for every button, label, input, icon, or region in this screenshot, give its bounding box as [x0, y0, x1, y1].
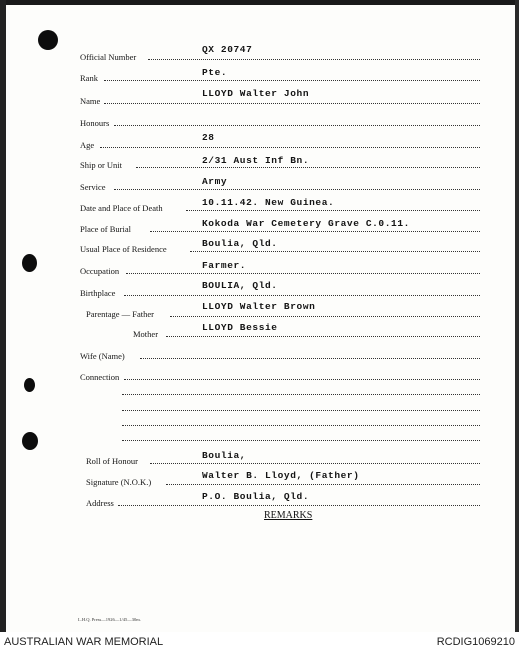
archive-footer: [0, 632, 519, 653]
dots-signature: [166, 484, 480, 485]
scan-edge-right: [515, 0, 519, 632]
label-address: Address: [86, 498, 114, 508]
dots-connection: [124, 379, 480, 380]
value-usual-residence: Boulia, Qld.: [202, 238, 278, 249]
label-service: Service: [80, 182, 106, 192]
dots-usual-residence: [190, 251, 480, 252]
remarks-heading: REMARKS: [264, 510, 313, 521]
footer-record-id: RCDIG1069210: [436, 636, 515, 648]
dots-place-burial: [150, 231, 480, 232]
label-official-number: Official Number: [80, 52, 137, 62]
value-date-place-death: 10.11.42. New Guinea.: [202, 197, 335, 208]
scan-edge-top: [0, 0, 519, 5]
label-usual-residence: Usual Place of Residence: [80, 244, 167, 254]
dots-wife: [140, 358, 480, 359]
scan-edge-left: [0, 0, 6, 632]
value-place-burial: Kokoda War Cemetery Grave C.0.11.: [202, 218, 410, 229]
punch-hole-2: [22, 254, 37, 272]
dots-name: [104, 103, 480, 104]
value-official-number: QX 20747: [202, 44, 253, 55]
value-age: 28: [202, 132, 215, 143]
label-signature: Signature (N.O.K.): [86, 477, 152, 487]
value-rank: Pte.: [202, 67, 228, 78]
value-roll-of-honour: Boulia,: [202, 450, 247, 461]
value-father: LLOYD Walter Brown: [202, 301, 316, 312]
label-mother: Mother: [133, 329, 159, 339]
dots-rank: [104, 80, 480, 81]
label-roll-of-honour: Roll of Honour: [86, 456, 138, 466]
punch-hole-4: [22, 432, 38, 450]
label-date-place-death: Date and Place of Death: [80, 203, 163, 213]
dots-age: [100, 147, 480, 148]
value-birthplace: BOULIA, Qld.: [202, 280, 278, 291]
value-address: P.O. Boulia, Qld.: [202, 491, 310, 502]
value-ship-or-unit: 2/31 Aust Inf Bn.: [202, 155, 310, 166]
dots-service: [114, 189, 480, 190]
dots-birthplace: [124, 295, 480, 296]
label-parentage-father: Parentage — Father: [86, 309, 154, 319]
dots-official-number: [148, 59, 480, 60]
dots-father: [170, 316, 480, 317]
dots-connection-5: [122, 440, 480, 441]
value-mother: LLOYD Bessie: [202, 322, 278, 333]
footer-institution: AUSTRALIAN WAR MEMORIAL: [4, 636, 164, 648]
label-wife: Wife (Name): [80, 351, 125, 361]
dots-occupation: [126, 273, 480, 274]
value-signature: Walter B. Lloyd, (Father): [202, 470, 360, 481]
value-occupation: Farmer.: [202, 260, 247, 271]
dots-roll-of-honour: [150, 463, 480, 464]
value-name: LLOYD Walter John: [202, 88, 310, 99]
label-honours: Honours: [80, 118, 110, 128]
punch-hole-3: [24, 378, 35, 392]
dots-date-place-death: [186, 210, 480, 211]
dots-ship-or-unit: [136, 167, 480, 168]
dots-connection-4: [122, 425, 480, 426]
dots-mother: [166, 336, 480, 337]
label-place-burial: Place of Burial: [80, 224, 131, 234]
printer-imprint: L.H.Q. Press—1926—1/45—30m.: [78, 617, 141, 622]
dots-address: [118, 505, 480, 506]
label-occupation: Occupation: [80, 266, 120, 276]
label-birthplace: Birthplace: [80, 288, 116, 298]
dots-honours: [114, 125, 480, 126]
label-name: Name: [80, 96, 101, 106]
label-age: Age: [80, 140, 95, 150]
value-service: Army: [202, 176, 228, 187]
punch-hole-1: [38, 30, 58, 50]
label-ship-or-unit: Ship or Unit: [80, 160, 123, 170]
dots-connection-2: [122, 394, 480, 395]
label-connection: Connection: [80, 372, 120, 382]
label-rank: Rank: [80, 73, 98, 83]
dots-connection-3: [122, 410, 480, 411]
